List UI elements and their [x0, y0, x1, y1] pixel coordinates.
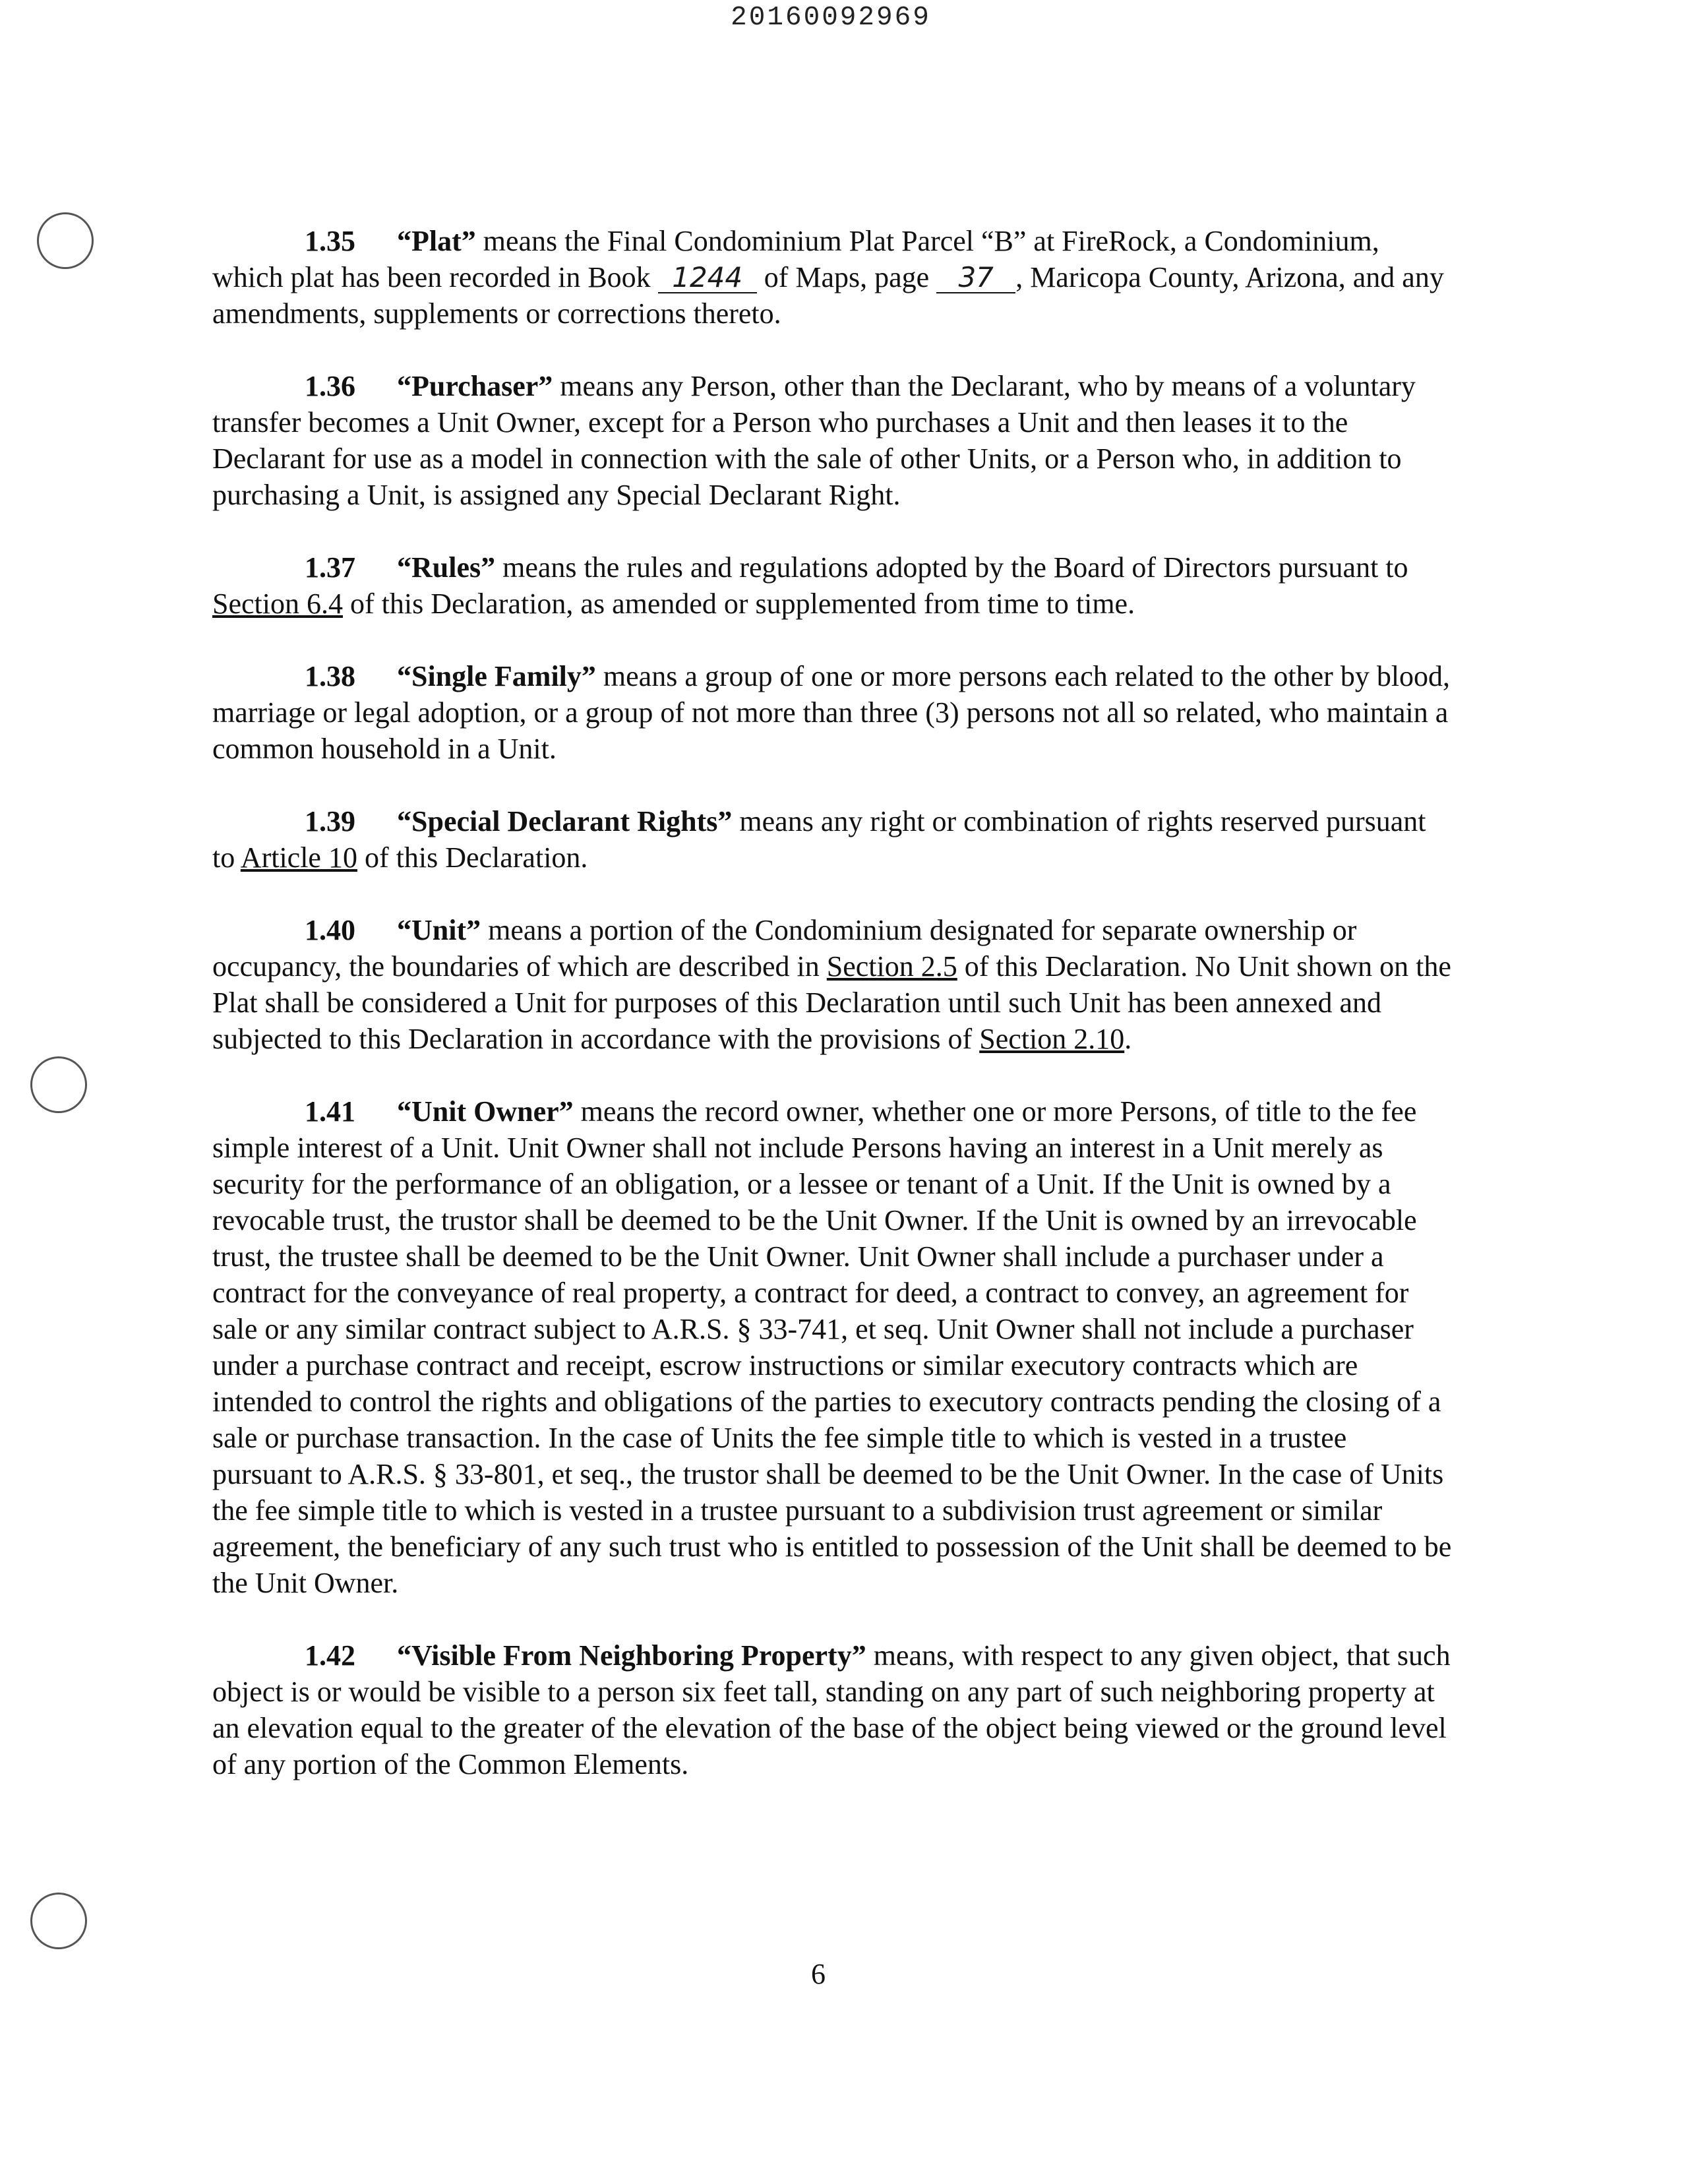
document-body	[212, 223, 1452, 1819]
article-reference: Article 10	[240, 841, 357, 874]
section-text: of this Declaration.	[357, 841, 588, 874]
section-text: of Maps, page	[756, 261, 937, 293]
defined-term: “Unit Owner”	[397, 1095, 574, 1128]
section-1-39	[212, 803, 1452, 876]
section-text: means any Person, other than the Declarant, who by means of a voluntary transfer becomes a Unit Owner, except for a Person who purchases a Unit and then leases it to the Declarant for use as a model in connection with the sale of other Units, or a Person who, in addition to purchasing a Unit, is assigned any Special Declarant Right.	[212, 370, 1416, 511]
section-number: 1.36	[305, 370, 355, 402]
section-text: , Maricopa County, Arizona, and any amendments, supplements or corrections thereto.	[212, 261, 1444, 330]
section-number: 1.40	[305, 914, 355, 946]
section-number: 1.37	[305, 551, 355, 584]
section-text: means any right or combination of rights reserved pursuant to	[212, 805, 1426, 874]
section-text: means a group of one or more persons each related to the other by blood, marriage or legal adoption, or a group of not more than three (3) persons not all so related, who maintain a common household in a Unit.	[212, 660, 1451, 765]
section-1-40	[212, 912, 1452, 1057]
defined-term: “Single Family”	[397, 660, 596, 692]
section-text: means the Final Condominium Plat Parcel “B” at FireRock, a Condominium, which plat has been recorded in Book	[212, 225, 1379, 293]
section-reference: Section 6.4	[212, 588, 343, 620]
section-1-35	[212, 223, 1452, 332]
section-number: 1.38	[305, 660, 355, 692]
defined-term: “Rules”	[397, 551, 496, 584]
document-number: 20160092969	[731, 3, 931, 33]
section-text: of this Declaration, as amended or supplemented from time to time.	[342, 588, 1135, 620]
defined-term: “Visible From Neighboring Property”	[397, 1639, 866, 1672]
handwritten-book-number: 1244	[658, 263, 757, 293]
section-text: means the rules and regulations adopted by the Board of Directors pursuant to	[495, 551, 1408, 584]
section-1-36	[212, 368, 1452, 513]
section-reference: Section 2.5	[826, 950, 957, 983]
defined-term: “Purchaser”	[397, 370, 553, 402]
section-number: 1.39	[305, 805, 355, 837]
section-number: 1.41	[305, 1095, 355, 1128]
section-text: means a portion of the Condominium designated for separate ownership or occupancy, the boundaries of which are described in	[212, 914, 1357, 983]
punch-hole-bottom	[30, 1893, 87, 1949]
section-text: of this Declaration. No Unit shown on the Plat shall be considered a Unit for purposes of this Declaration until such Unit has been annexed and subjected to this Declaration in accordance with the provisions of	[212, 950, 1451, 1055]
section-text: means, with respect to any given object, that such object is or would be visible to a person six feet tall, standing on any part of such neighboring property at an elevation equal to the greater of the elevation of the base of the object being viewed or the ground level of any portion of the Common Elements.	[212, 1639, 1451, 1780]
section-number: 1.42	[305, 1639, 355, 1672]
defined-term: “Unit”	[397, 914, 481, 946]
section-1-42	[212, 1637, 1452, 1782]
punch-hole-top	[37, 212, 94, 269]
page-number: 6	[811, 1958, 826, 1990]
section-reference: Section 2.10	[979, 1023, 1125, 1055]
section-1-38	[212, 658, 1452, 767]
section-text: .	[1124, 1023, 1132, 1055]
punch-hole-middle	[30, 1056, 87, 1113]
handwritten-page-number: 37	[936, 263, 1015, 293]
section-text: means the record owner, whether one or more Persons, of title to the fee simple interest of a Unit. Unit Owner shall not include Persons having an interest in a Unit merely as security for the performance of an obligation, or a lessee or tenant of a Unit. If the Unit is owned by a revocable trust, the trustor shall be deemed to be the Unit Owner. If the Unit is owned by an irrevocable trust, the trustee shall be deemed to be the Unit Owner. Unit Owner shall include a purchaser under a contract for the conveyance of real property, a contract for deed, a contract to convey, an agreement for sale or any similar contract subject to A.R.S. § 33-741, et seq. Unit Owner shall not include a purchaser under a purchase contract and receipt, escrow instructions or similar executory contracts which are intended to control the rights and obligations of the parties to executory contracts pending the closing of a sale or purchase transaction. In the case of Units the fee simple title to which is vested in a trustee pursuant to A.R.S. § 33-801, et seq., the trustor shall be deemed to be the Unit Owner. In the case of Units the fee simple title to which is vested in a trustee pursuant to a subdivision trust agreement or similar agreement, the beneficiary of any such trust who is entitled to possession of the Unit shall be deemed to be the Unit Owner.	[212, 1095, 1452, 1599]
defined-term: “Plat”	[397, 225, 476, 257]
section-1-41	[212, 1093, 1452, 1601]
section-number: 1.35	[305, 225, 355, 257]
section-1-37	[212, 549, 1452, 622]
defined-term: “Special Declarant Rights”	[397, 805, 733, 837]
